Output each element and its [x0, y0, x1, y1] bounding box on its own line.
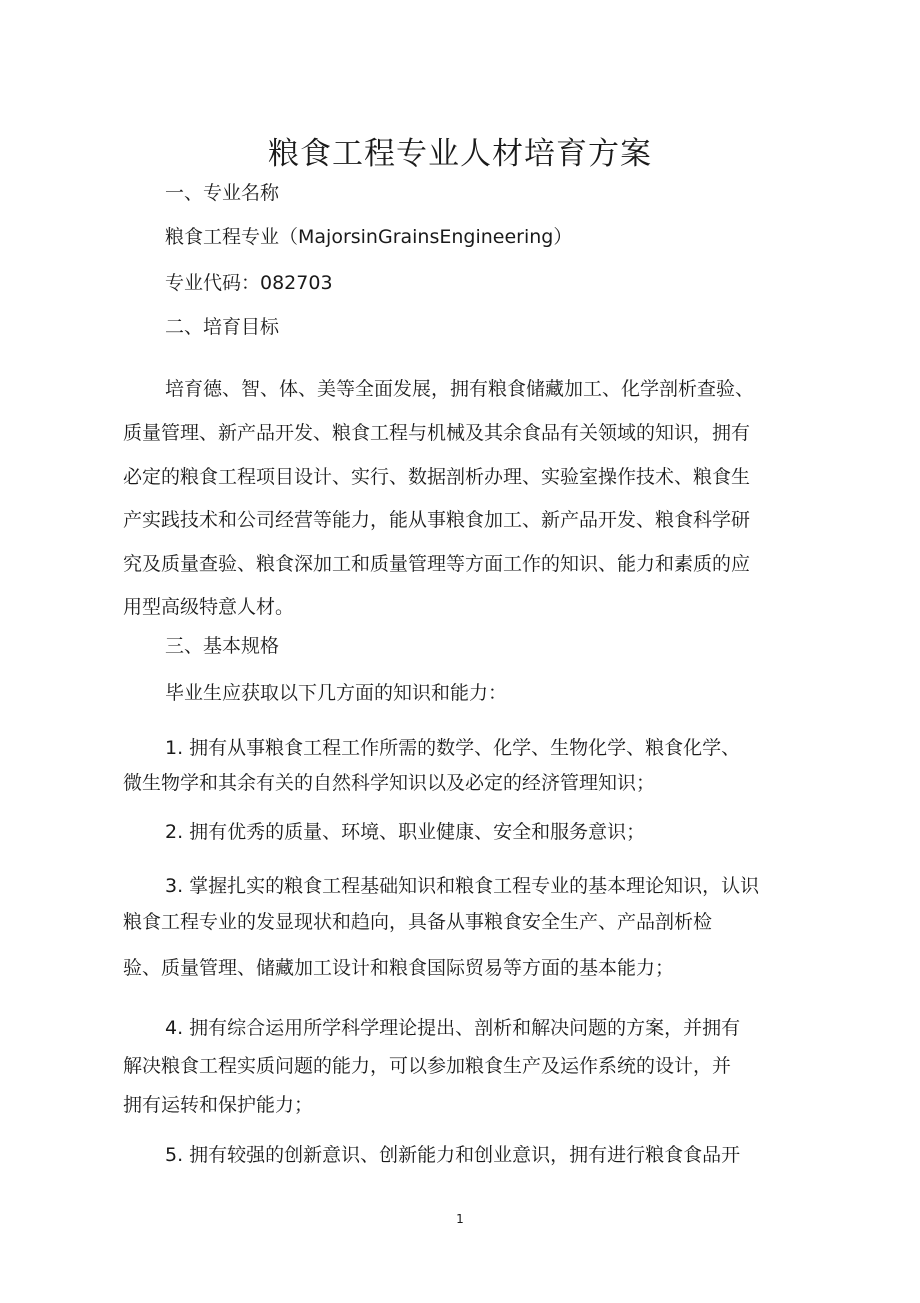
major-name-text: 粮食工程专业（MajorsinGrainsEngineering）: [165, 226, 573, 248]
major-code-text: 专业代码：082703: [165, 272, 333, 294]
goal-line: 质量管理、新产品开发、粮食工程与机械及其余食品有关领域的知识，拥有: [123, 422, 751, 444]
section-intro: 毕业生应获取以下几方面的知识和能力：: [165, 682, 508, 704]
list-item-3-line: 3. 掌握扎实的粮食工程基础知识和粮食工程专业的基本理论知识，认识: [165, 875, 760, 897]
section-heading-specs: 三、基本规格: [165, 635, 280, 657]
goal-line: 产实践技术和公司经营等能力，能从事粮食加工、新产品开发、粮食科学研: [123, 509, 751, 531]
page-number: 1: [456, 1212, 464, 1226]
list-item-4-line: 拥有运转和保护能力；: [123, 1094, 314, 1116]
list-item-4-line: 解决粮食工程实质问题的能力，可以参加粮食生产及运作系统的设计，并: [123, 1055, 732, 1077]
list-item-1-line: 微生物学和其余有关的自然科学知识以及必定的经济管理知识；: [123, 772, 656, 794]
goal-line: 必定的粮食工程项目设计、实行、数据剖析办理、实验室操作技术、粮食生: [123, 466, 751, 488]
list-item-1-line: 1. 拥有从事粮食工程工作所需的数学、化学、生物化学、粮食化学、: [165, 737, 741, 759]
goal-line: 究及质量查验、粮食深加工和质量管理等方面工作的知识、能力和素质的应: [123, 553, 751, 575]
section-heading-major-name: 一、专业名称: [165, 182, 280, 204]
document-title: 粮食工程专业人材培育方案: [268, 136, 652, 172]
list-item-2: 2. 拥有优秀的质量、环境、职业健康、安全和服务意识；: [165, 821, 646, 843]
list-item-4-line: 4. 拥有综合运用所学科学理论提出、剖析和解决问题的方案，并拥有: [165, 1017, 741, 1039]
section-heading-goals: 二、培育目标: [165, 316, 280, 338]
list-item-3-line: 验、质量管理、储藏加工设计和粮食国际贸易等方面的基本能力；: [123, 957, 675, 979]
list-item-3-line: 粮食工程专业的发显现状和趋向，具备从事粮食安全生产、产品剖析检: [123, 911, 713, 933]
goal-line: 用型高级特意人材。: [123, 596, 295, 618]
goal-line: 培育德、智、体、美等全面发展，拥有粮食储藏加工、化学剖析查验、: [165, 378, 755, 400]
list-item-5: 5. 拥有较强的创新意识、创新能力和创业意识，拥有进行粮食食品开: [165, 1144, 741, 1166]
